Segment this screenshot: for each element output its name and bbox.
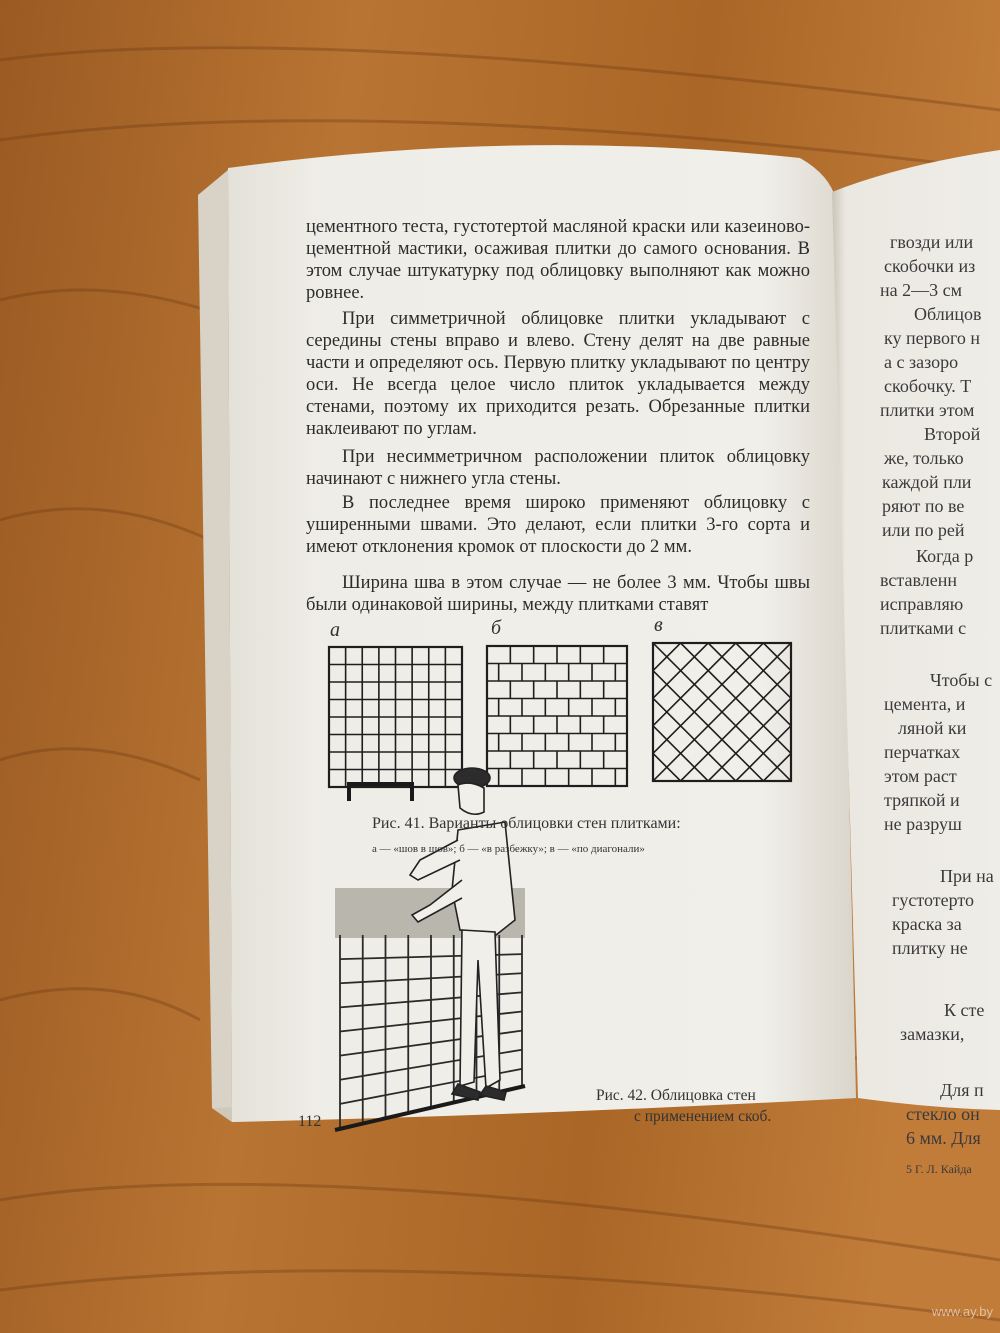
right-line: скобочку. Т <box>884 376 972 396</box>
right-line: При на <box>940 866 994 886</box>
right-line: замазки, <box>900 1024 965 1044</box>
right-line: скобочки из <box>884 256 976 276</box>
watermark: www.ay.by <box>931 1304 993 1319</box>
right-line: К сте <box>944 1000 985 1020</box>
right-line: на 2—3 см <box>880 280 963 300</box>
right-line: ку первого н <box>884 328 981 348</box>
right-line: ляной ки <box>898 718 967 738</box>
right-line: гвозди или <box>890 232 974 252</box>
right-line: исправляю <box>880 594 964 614</box>
right-line: стекло он <box>906 1104 980 1124</box>
paragraph-5: Ширина шва в этом случае — не более 3 мм. Чтобы швы были одинаковой ширины, между плитками ставят <box>306 573 810 615</box>
right-line: густотерто <box>892 890 975 910</box>
right-line: Облицов <box>914 304 982 324</box>
right-line: Когда р <box>916 546 974 566</box>
right-line: 6 мм. Для <box>906 1128 981 1148</box>
right-line: плитками с <box>880 618 967 638</box>
figure-41-caption: Рис. 41. Варианты облицовки стен плитками: <box>372 815 681 832</box>
figure-41-label-b: б <box>491 617 502 639</box>
right-line: не разруш <box>884 814 962 834</box>
right-line: цемента, и <box>884 694 966 714</box>
right-line: а с зазоро <box>884 352 959 372</box>
right-line: или по рей <box>882 520 965 540</box>
figure-42-caption: Рис. 42. Облицовка стен <box>596 1087 756 1104</box>
right-line: ряют по ве <box>882 496 965 516</box>
figure-41-subcaption: а — «шов в шов»; б — «в разбежку»; в — «по диагонали» <box>372 843 645 855</box>
right-line: краска за <box>892 914 962 934</box>
right-line: Второй <box>924 424 981 444</box>
right-line: плитку не <box>892 938 968 958</box>
right-line: перчатках <box>884 742 961 762</box>
page-number: 112 <box>298 1113 322 1130</box>
running-footer: 5 Г. Л. Кайда <box>906 1162 972 1176</box>
right-line: плитки этом <box>880 400 975 420</box>
paragraph-4: В последнее время широко применяют облицовку с уширенными швами. Это делают, если плитки 3-го сорта и имеют отклонения кромок от плоскости до 2 мм. <box>306 493 810 557</box>
figure-41-label-a: а <box>330 619 340 641</box>
paragraph-3: При несимметричном расположении плиток облицовку начинают с нижнего угла стены. <box>306 447 810 489</box>
right-line: же, только <box>884 448 964 468</box>
right-line: Чтобы с <box>930 670 993 690</box>
figure-42-caption-2: с применением скоб. <box>634 1108 772 1125</box>
right-line: этом раст <box>884 766 957 786</box>
right-line: тряпкой и <box>884 790 960 810</box>
paragraph-2: При симметричной облицовке плитки укладывают с середины стены вправо и влево. Стену делят на две равные части и определяют ось. Первую плитку укладывают по центру оси. Не всегда целое число плиток укладывается между стенами, поэтому их приходится резать. Обрезанные плитки наклеивают по углам. <box>306 309 810 439</box>
paragraph-1: цементного теста, густотертой масляной краски или казеиново-цементной мастики, осаживая плитки до самого основания. В этом случае штукатурку под облицовку выполняют как можно ровнее. <box>306 217 810 303</box>
right-line: вставленн <box>880 570 957 590</box>
right-line: Для п <box>940 1080 984 1100</box>
right-line: каждой пли <box>882 472 972 492</box>
figure-41-label-c: в <box>654 614 663 636</box>
